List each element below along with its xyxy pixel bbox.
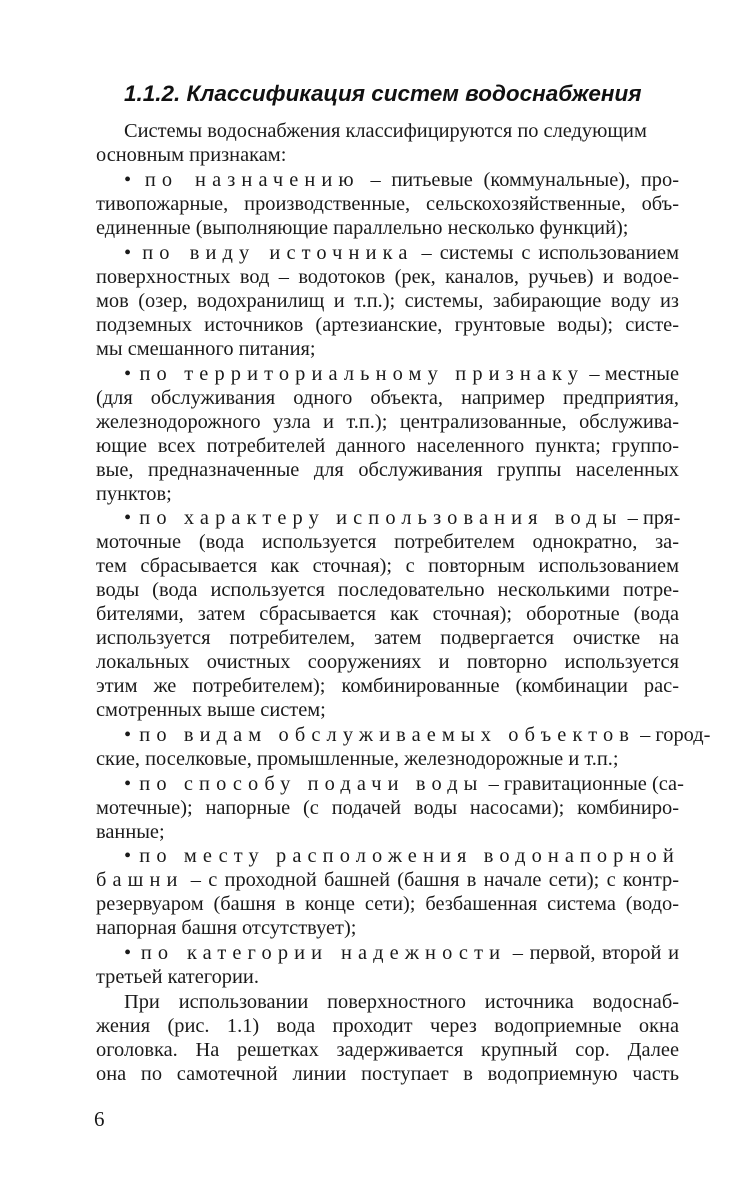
spaced-term: по назначению [144,169,360,191]
text-fragment: – гравитационные (са- [483,773,684,795]
text-line: подземных источников (артезианские, грунтовые воды); систе- [96,314,679,336]
spaced-term: по характеру использования воды [139,507,623,529]
text-line: единенные (выполняющие параллельно несколько функций); [96,217,629,239]
text-fragment: – питьевые (коммунальные), про- [359,169,679,191]
spaced-term: по категории надежности [140,942,507,964]
list-item [124,362,679,386]
bullet-icon: • [124,507,132,529]
list-item [124,844,679,868]
text-line: оголовка. На решетках задерживается крупный сор. Далее [96,1039,679,1061]
text-line: ванные; [96,821,165,843]
text-line: пунктов; [96,483,172,505]
text-line: железнодорожного узла и т.п.); централизованные, обслужива- [96,411,679,433]
text-fragment: – с проходной башней (башня в начале сети); с контр- [183,869,679,891]
text-line: жения (рис. 1.1) вода проходит через водоприемные окна [96,1015,679,1037]
text-line: мов (озер, водохранилищ и т.п.); системы, забирающие воду из [96,290,679,312]
text-line: При использовании поверхностного источника водоснаб- [124,991,679,1013]
text-line: моточные (вода используется потребителем однократно, за- [96,531,679,553]
list-item [124,168,679,192]
text-line: поверхностных вод – водотоков (рек, каналов, ручьев) и водое- [96,266,679,288]
spaced-term: по территориальному признаку [139,363,585,385]
text-line: мы смешанного питания; [96,338,316,360]
bullet-icon: • [124,845,132,867]
text-fragment: – системы с использованием [413,242,680,264]
spaced-term: по виду источника [142,242,414,264]
section-heading: 1.1.2. Классификация систем водоснабжения [124,81,642,106]
text-line: бителями, затем сбрасывается как сточная); оборотные (вода [96,603,679,625]
list-item [124,723,711,747]
text-line: используется потребителем, затем подвергается очистке на [96,627,679,649]
bullet-icon: • [124,773,132,795]
text-line: напорная башня отсутствует); [96,917,357,939]
spaced-term: по видам обслуживаемых объектов [139,724,636,746]
bullet-icon: • [124,169,132,191]
text-line: этим же потребителем); комбинированные (комбинации рас- [96,675,679,697]
text-fragment: – пря- [622,507,681,529]
text-fragment: – местные [584,363,679,385]
text-fragment: – город- [635,724,711,746]
bullet-icon: • [124,942,132,964]
bullet-icon: • [124,363,132,385]
text-line: Системы водоснабжения классифицируются по следующим [124,120,647,142]
text-line: тивопожарные, производственные, сельскохозяйственные, объ- [96,193,679,215]
bullet-icon: • [124,242,132,264]
bullet-icon: • [124,724,132,746]
text-fragment: – первой, второй и [506,942,679,964]
spaced-term: башни [96,869,184,891]
text-line: третьей категории. [96,966,259,988]
text-line: вые, предназначенные для обслуживания группы населенных [96,459,679,481]
text-line: резервуаром (башня в конце сети); безбашенная система (водо- [96,893,679,915]
text-line: основным признакам: [96,144,287,166]
text-line: воды (вода используется последовательно несколькими потре- [96,579,679,601]
text-line [96,868,679,892]
text-line: (для обслуживания одного объекта, например предприятия, [96,387,679,409]
text-line: тем сбрасывается как сточная); с повторным использованием [96,555,679,577]
list-item [124,506,679,530]
text-line: мотечные); напорные (с подачей воды насосами); комбиниро- [96,797,679,819]
spaced-term: по способу подачи воды [139,773,484,795]
list-item [124,772,684,796]
text-line: локальных очистных сооружениях и повторно используется [96,651,679,673]
list-item [124,941,679,965]
list-item [124,241,679,265]
text-line: ские, поселковые, промышленные, железнодорожные и т.п.; [96,748,619,770]
text-line: смотренных выше систем; [96,699,326,721]
page-number: 6 [94,1107,105,1131]
text-line: ющие всех потребителей данного населенного пункта; группо- [96,435,679,457]
text-line: она по самотечной линии поступает в водоприемную часть [96,1063,679,1085]
spaced-term: по месту расположения водонапорной [139,845,680,867]
